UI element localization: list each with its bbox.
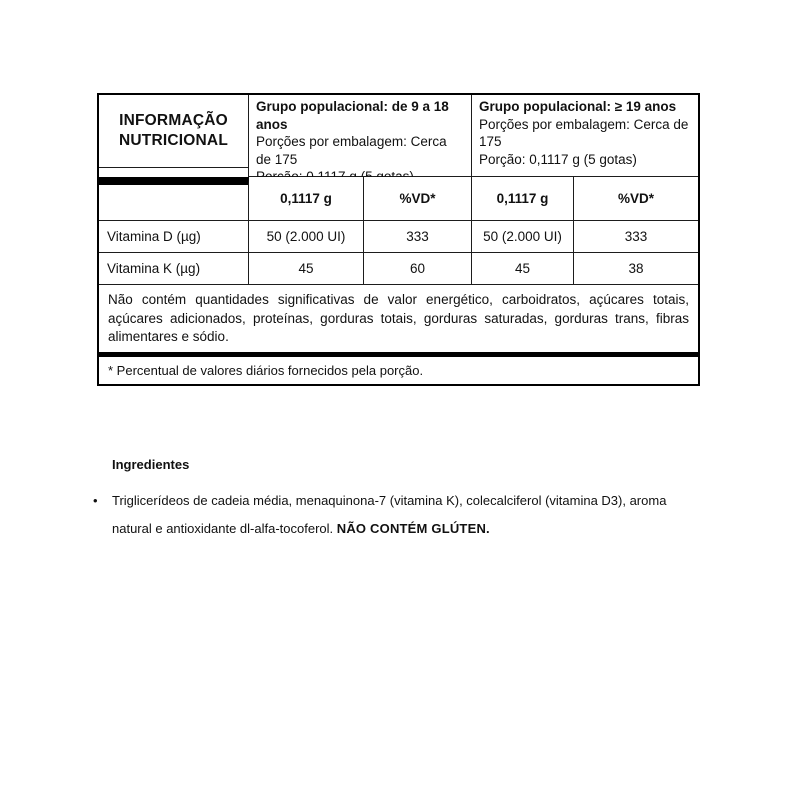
vitamin-k-amount-group1: 45 [249, 253, 364, 285]
ingredients-list-item [93, 487, 694, 543]
thick-divider-bar [99, 177, 249, 221]
group-1-title: Grupo populacional: de 9 a 18 anos [256, 99, 449, 132]
group-2-servings: Porções por embalagem: Cerca de 175 [479, 116, 689, 149]
bullet-icon: • [93, 493, 98, 508]
ingredients-heading: Ingredientes [112, 457, 190, 472]
group-2-title: Grupo populacional: ≥ 19 anos [479, 99, 677, 114]
daily-value-footnote: * Percentual de valores diários fornecidos pela porção. [99, 357, 698, 384]
subheader-dv-2: %VD* [574, 177, 698, 221]
table-title: INFORMAÇÃO NUTRICIONAL [99, 95, 249, 168]
nutrient-label-vitamin-k: Vitamina K (µg) [99, 253, 249, 285]
vitamin-k-dv-group1: 60 [364, 253, 472, 285]
subheader-dv-1: %VD* [364, 177, 472, 221]
ingredients-section [93, 457, 694, 543]
group-1-servings: Porções por embalagem: Cerca de 175 [256, 134, 447, 167]
vitamin-d-amount-group1: 50 (2.000 UI) [249, 221, 364, 253]
no-significant-quantities-note: Não contém quantidades significativas de valor energético, carboidratos, açúcares totais, açúcares adicionados, proteínas, gorduras totais, gorduras saturadas, gorduras trans, fibras alimentares e sódio. [99, 285, 698, 357]
nutrient-label-vitamin-d: Vitamina D (µg) [99, 221, 249, 253]
vitamin-k-amount-group2: 45 [472, 253, 574, 285]
vitamin-k-dv-group2: 38 [574, 253, 698, 285]
ingredients-text: Triglicerídeos de cadeia média, menaquinona-7 (vitamina K), colecalciferol (vitamina D3), aroma natural e antioxidante dl-alfa-tocoferol. [112, 493, 667, 536]
group-header-19-plus [472, 95, 698, 177]
gluten-free-statement: NÃO CONTÉM GLÚTEN. [336, 521, 490, 536]
group-header-9-18 [249, 95, 472, 177]
header-gap-cell [99, 168, 249, 177]
vitamin-d-dv-group2: 333 [574, 221, 698, 253]
group-2-portion: Porção: 0,1117 g (5 gotas) [479, 151, 637, 167]
nutrition-facts-table [97, 93, 700, 386]
vitamin-d-amount-group2: 50 (2.000 UI) [472, 221, 574, 253]
subheader-amount-1: 0,1117 g [249, 177, 364, 221]
subheader-amount-2: 0,1117 g [472, 177, 574, 221]
vitamin-d-dv-group1: 333 [364, 221, 472, 253]
